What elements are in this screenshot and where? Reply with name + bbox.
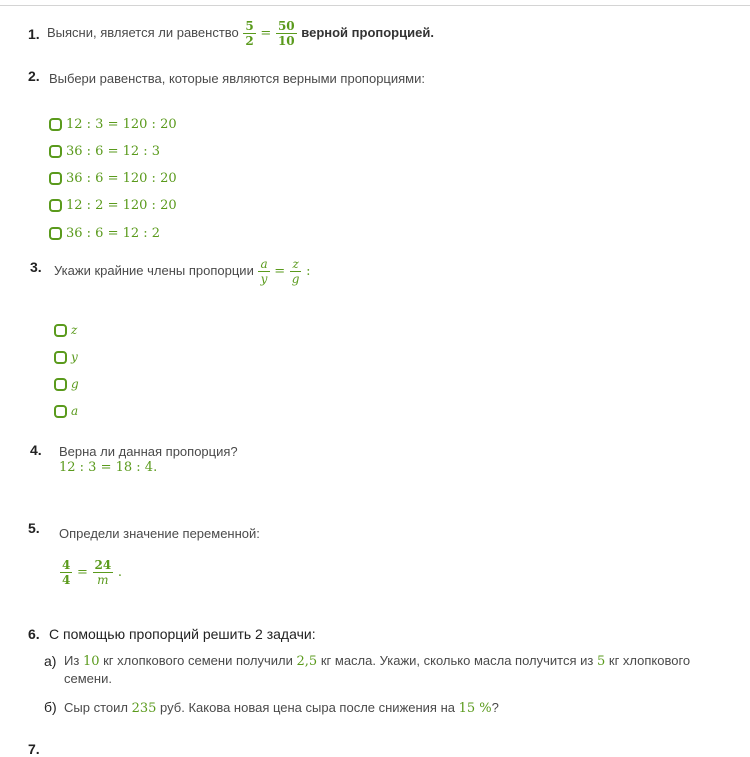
q1-fraction-2 [276,19,297,48]
q6a-value-1: 10 [82,654,100,669]
q3-option-4-label: a [71,404,79,418]
q2-option-5-label: 36 : 6 = 12 : 2 [66,226,161,241]
q3-fraction-1 [258,257,269,286]
checkbox[interactable] [49,199,62,212]
q6b-text-2: руб. Какова новая цена сыра после снижения на [160,700,455,715]
question-7-number: 7. [28,741,40,757]
q5-frac1-denominator: 4 [62,573,71,587]
q3-frac1-denominator: y [258,271,269,286]
q6-part-b-text [64,699,499,717]
q3-option-3-label: g [71,377,79,391]
question-2-text: Выбери равенства, которые являются верными пропорциями: [49,71,425,86]
q3-frac2-numerator: z [292,257,299,271]
question-2-number: 2. [28,68,40,84]
checkbox[interactable] [49,172,62,185]
q1-fraction-1 [243,19,255,48]
question-5-text: Определи значение переменной: [59,526,260,541]
top-divider [0,5,750,6]
checkbox[interactable] [49,227,62,240]
q6a-text-4: кг хлопкового [608,653,691,668]
q1-text-after: верной пропорцией. [301,24,434,40]
q6-part-a-label: а) [44,653,57,669]
q3-option-1-label: z [71,323,78,337]
q3-frac1-numerator: a [260,257,268,271]
q6a-text-3: кг масла. Укажи, сколько масла получится из [320,653,594,668]
checkbox[interactable] [54,405,67,418]
q1-text-before: Выясни, является ли равенство [47,24,239,40]
q5-frac2-denominator: m [93,572,114,587]
q6b-text-3: ? [491,700,499,715]
checkbox[interactable] [49,118,62,131]
q1-frac2-denominator: 10 [277,34,295,48]
question-6-text: С помощью пропорций решить 2 задачи: [49,626,316,642]
question-3-text [54,257,310,286]
q6a-value-2: 2,5 [296,654,318,669]
q5-fraction-1 [60,558,72,587]
q5-frac1-numerator: 4 [62,558,71,572]
q6a-text-1: Из [64,653,80,668]
q2-option-1-label: 12 : 3 = 120 : 20 [66,117,177,132]
q1-frac2-numerator: 50 [277,19,295,33]
q2-option-1[interactable] [49,117,177,132]
checkbox[interactable] [49,145,62,158]
q2-option-4[interactable] [49,198,177,213]
q3-option-1[interactable] [54,323,77,337]
q3-equals: = [274,264,286,279]
question-3-number: 3. [30,259,42,275]
q1-frac1-denominator: 2 [245,34,254,48]
q2-option-2[interactable] [49,144,160,159]
q6-part-b-label: б) [44,699,57,715]
q2-option-5[interactable] [49,226,160,241]
q3-fraction-2 [290,257,302,286]
q6b-text-1: Сыр стоил [64,700,128,715]
q2-option-3[interactable] [49,171,177,186]
q6-part-a-text [64,652,734,687]
q5-frac2-numerator: 24 [94,558,112,572]
q3-option-2-label: y [71,350,78,364]
q3-frac2-denominator: g [291,272,300,286]
q3-text-after: : [306,264,311,279]
question-4-text: Верна ли данная пропорция? [59,444,238,459]
q1-equals: = [260,26,272,41]
checkbox[interactable] [54,351,67,364]
checkbox[interactable] [54,378,67,391]
q5-text-after: . [117,565,122,580]
q3-option-3[interactable] [54,377,79,391]
q5-equals: = [76,565,88,580]
q3-text-before: Укажи крайние члены пропорции [54,262,254,278]
q4-formula: 12 : 3 = 18 : 4. [59,460,158,475]
q2-option-4-label: 12 : 2 = 120 : 20 [66,198,177,213]
q5-fraction-2 [93,558,114,587]
question-5-number: 5. [28,520,40,536]
question-4-number: 4. [30,442,42,458]
q2-option-3-label: 36 : 6 = 120 : 20 [66,171,177,186]
question-1-number: 1. [28,26,40,42]
checkbox[interactable] [54,324,67,337]
q6a-value-3: 5 [596,654,606,669]
q6a-text-5: семени. [64,671,112,686]
q6b-value-2: 15 % [458,701,492,716]
q3-option-2[interactable] [54,350,78,364]
q3-option-4[interactable] [54,404,78,418]
question-1-text [47,19,434,48]
q2-option-2-label: 36 : 6 = 12 : 3 [66,144,161,159]
q1-frac1-numerator: 5 [245,19,254,33]
q6b-value-1: 235 [131,701,157,716]
q5-equation [59,558,122,587]
question-6-number: 6. [28,626,40,642]
q6a-text-2: кг хлопкового семени получили [103,653,293,668]
